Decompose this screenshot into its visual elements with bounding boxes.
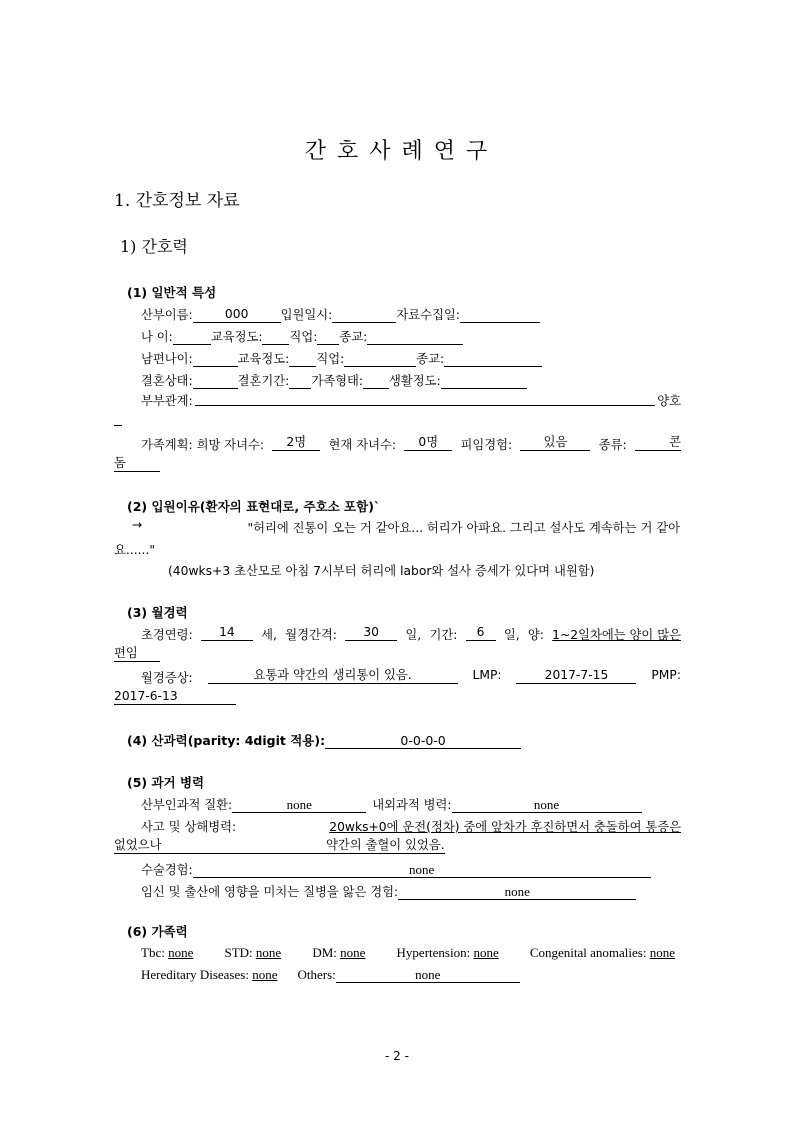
label: 교육정도: (237, 352, 290, 366)
label: 월경증상: (141, 671, 193, 685)
label: Hereditary Diseases: (141, 967, 249, 982)
label: 월경간격: (285, 628, 337, 642)
blank-field (444, 351, 542, 367)
want-value: 2명 (272, 435, 320, 451)
others-value: none (336, 967, 520, 983)
blank-field (363, 373, 389, 389)
label: 결혼기간: (237, 374, 290, 388)
admit-heading: (2) 입원이유(환자의 표현대로, 주호소 포함)` (127, 499, 381, 514)
pregnancy-value: none (398, 884, 636, 900)
label: DM: (312, 945, 337, 960)
hereditary-value: none (252, 967, 278, 982)
label: 임신 및 출산에 영향을 미치는 질병을 앓은 경험: (141, 885, 399, 899)
pregnancy-row (141, 882, 636, 900)
label: 사고 및 상해병력: (141, 820, 237, 834)
marital-row (141, 371, 527, 389)
husband-row (141, 349, 542, 367)
gyn-value: none (232, 797, 366, 813)
label: 나 이: (141, 330, 173, 344)
tbc-value: none (168, 945, 194, 960)
amount-value: 1~2일차에는 양이 많은 (552, 628, 681, 642)
obstetric-heading: (4) 산과력(parity: 4digit 적용): (127, 733, 326, 748)
label: 양: (527, 628, 544, 642)
dm-value: none (340, 945, 366, 960)
section-heading: 1. 간호정보 자료 (114, 191, 240, 211)
age-row (141, 327, 463, 345)
family-history-heading: (6) 가족력 (127, 924, 188, 939)
blank-field (332, 307, 396, 323)
label: Congenital anomalies: (529, 945, 647, 960)
past-history-heading: (5) 과거 병력 (127, 775, 205, 790)
unit: 세, (261, 628, 277, 642)
blank-field (289, 351, 316, 367)
label: Hypertension: (396, 945, 471, 960)
label: STD: (224, 945, 253, 960)
pmp-value: 2017-6-13 (114, 689, 236, 705)
label: 산부인과적 질환: (141, 798, 233, 812)
lmp-value: 2017-7-15 (516, 668, 636, 684)
blank-field (262, 329, 289, 345)
label: 종류: (598, 438, 627, 452)
cong-value: none (649, 945, 675, 960)
symptom-row (141, 668, 681, 686)
label: 가족형태: (311, 374, 364, 388)
label: PMP: (651, 668, 681, 682)
blank-field (441, 373, 527, 389)
quote-line-1 (132, 518, 680, 536)
blank-field (193, 351, 238, 367)
label: 입원일시: (280, 308, 333, 322)
amount-value-cont: 편임 (114, 646, 160, 662)
med-value: none (452, 797, 642, 813)
surgery-value: none (193, 862, 651, 878)
quote-text: "허리에 진통이 오는 거 같아요... 허리가 아파요. 그리고 설사도 계속하는 거 같아 (247, 521, 680, 535)
label: 남편나이: (141, 352, 193, 366)
surgery-row (141, 860, 651, 878)
blank-field (195, 391, 656, 406)
ht-value: none (473, 945, 499, 960)
family-row-1 (141, 945, 675, 961)
label: 직업: (289, 330, 318, 344)
label: Tbc: (141, 945, 165, 960)
accident-row (141, 817, 681, 835)
accident-cont (114, 838, 445, 854)
arrow-icon: → (132, 518, 143, 532)
subsection-heading: 1) 간호력 (120, 237, 188, 256)
label: 내외과적 병력: (372, 798, 452, 812)
label: 교육정도: (210, 330, 263, 344)
current-value: 0명 (404, 435, 452, 451)
general-heading: (1) 일반적 특성 (127, 285, 217, 300)
family-plan-row (141, 435, 681, 453)
label: 자료수집일: (396, 308, 460, 322)
label: 산부이름: (141, 308, 193, 322)
blank-field (460, 307, 540, 323)
type-value: 콘 (635, 435, 681, 451)
label: 부부관계: (141, 394, 193, 408)
menstrual-heading: (3) 월경력 (127, 605, 188, 620)
disease-row (141, 795, 642, 813)
blank-field (317, 329, 339, 345)
name-value: 000 (193, 307, 281, 323)
line-fragment (114, 412, 122, 426)
accident-value: 20wks+0에 운전(정차) 중에 앞차가 후진하면서 충돌하여 통증은 (329, 820, 681, 834)
blank-field (289, 373, 311, 389)
type-cont (114, 456, 160, 472)
label: 종교: (339, 330, 368, 344)
family-row-2 (141, 967, 520, 983)
obstetric-value: 0-0-0-0 (325, 733, 521, 749)
blank-field (193, 373, 238, 389)
symptom-value: 요통과 약간의 생리통이 있음. (208, 668, 458, 684)
onset-value: 14 (201, 625, 253, 641)
duration-value: 6 (466, 625, 496, 641)
accident-value-cont-b: 약간의 출혈이 있었음. (326, 838, 445, 852)
label: Others: (297, 967, 336, 982)
label: 현재 자녀수: (328, 438, 396, 452)
blank-field (344, 351, 416, 367)
obstetric-row (127, 731, 521, 749)
blank-field (367, 329, 463, 345)
amount-cont (114, 646, 160, 662)
label: 생활정도: (389, 374, 441, 388)
name-row (141, 305, 540, 323)
label: LMP: (472, 668, 502, 682)
label: 피임경험: (460, 438, 513, 452)
label: 결혼상태: (141, 374, 193, 388)
contra-value: 있음 (520, 435, 590, 451)
pmp-cont (114, 689, 236, 705)
onset-row (141, 625, 681, 643)
couple-value: 양호 (657, 394, 681, 408)
document-title: 간 호 사 례 연 구 (304, 139, 490, 164)
label: 종교: (416, 352, 445, 366)
label: 가족계획: 희망 자녀수: (141, 438, 265, 452)
page-number: - 2 - (385, 1049, 409, 1063)
accident-value-cont-a: 없었으나 (114, 838, 326, 854)
label: 직업: (316, 352, 345, 366)
quote-line-2: 요......" (114, 543, 155, 557)
type-value-cont: 돔 (114, 456, 160, 472)
std-value: none (255, 945, 282, 960)
admit-note: (40wks+3 초산모로 아침 7시부터 허리에 labor와 설사 증세가 있다며 내원함) (168, 564, 595, 578)
couple-row (141, 391, 681, 409)
blank-field (173, 329, 211, 345)
unit: 일, (405, 628, 422, 642)
label: 기간: (429, 628, 458, 642)
unit: 일, (503, 628, 520, 642)
cycle-value: 30 (345, 625, 397, 641)
label: 초경연령: (141, 628, 193, 642)
label: 수술경험: (141, 863, 193, 877)
